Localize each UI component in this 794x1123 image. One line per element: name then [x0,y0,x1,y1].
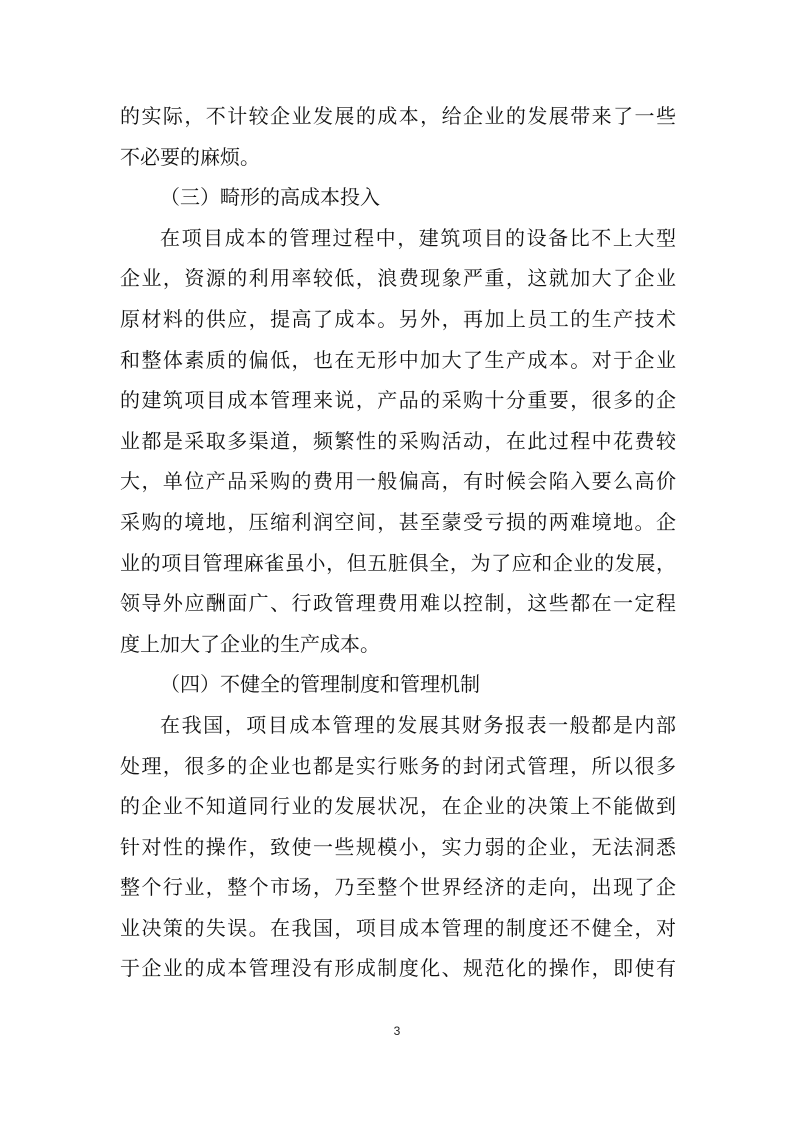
page-number: 3 [393,1024,401,1038]
section-heading-3: （三）畸形的高成本投入 [160,185,380,210]
text-line: 不必要的麻烦。 [120,144,260,169]
text-line: 业的项目管理麻雀虽小，但五脏俱全，为了应和企业的发展， [120,550,676,575]
text-line: 于企业的成本管理没有形成制度化、规范化的操作，即使有 [120,956,676,981]
section-heading-4: （四）不健全的管理制度和管理机制 [160,672,480,697]
text-line: 大，单位产品采购的费用一般偏高，有时候会陷入要么高价 [120,469,676,494]
text-line: 在我国，项目成本管理的发展其财务报表一般都是内部 [160,712,676,737]
text-line: 企业，资源的利用率较低，浪费现象严重，这就加大了企业 [120,266,676,291]
text-line: 采购的境地，压缩利润空间，甚至蒙受亏损的两难境地。企 [120,509,676,534]
text-line: 原材料的供应，提高了成本。另外，再加上员工的生产技术 [120,306,676,331]
text-line: 业决策的失误。在我国，项目成本管理的制度还不健全，对 [120,915,676,940]
body-text [120,96,676,989]
text-line: 度上加大了企业的生产成本。 [120,631,380,656]
text-line: 整个行业，整个市场，乃至整个世界经济的走向，出现了企 [120,875,676,900]
text-line: 业都是采取多渠道，频繁性的采购活动，在此过程中花费较 [120,428,676,453]
text-line: 针对性的操作，致使一些规模小，实力弱的企业，无法洞悉 [120,834,676,859]
text-line: 的建筑项目成本管理来说，产品的采购十分重要，很多的企 [120,388,676,413]
text-line: 的实际，不计较企业发展的成本，给企业的发展带来了一些 [120,104,676,128]
text-line: 和整体素质的偏低，也在无形中加大了生产成本。对于企业 [120,347,676,372]
text-line: 领导外应酬面广、行政管理费用难以控制，这些都在一定程 [120,591,676,616]
text-line: 处理，很多的企业也都是实行账务的封闭式管理，所以很多 [120,753,676,778]
text-line: 的企业不知道同行业的发展状况，在企业的决策上不能做到 [120,794,676,819]
text-line: 在项目成本的管理过程中，建筑项目的设备比不上大型 [160,225,676,250]
